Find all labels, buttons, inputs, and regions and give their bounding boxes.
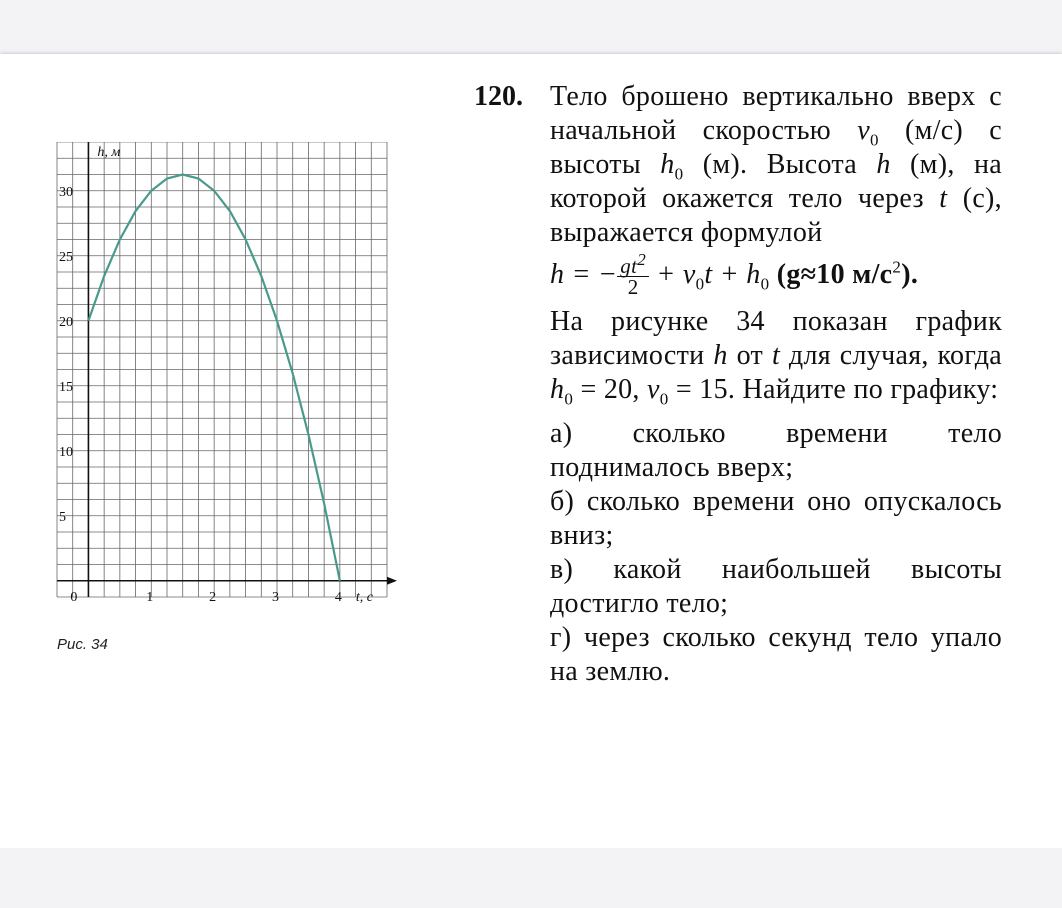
problem-number: 120. [474,81,523,112]
y-axis-label: h, м [97,145,121,160]
question-item: в) какой наибольшей высоты достигло тело; [550,554,1002,619]
grid [57,142,387,597]
x-tick-label: 1 [146,589,154,605]
x-tick-label: 4 [334,589,342,605]
x-axis-arrow [387,577,397,585]
y-tick-label: 20 [59,314,73,330]
y-tick-label: 15 [59,379,73,395]
problem-statement: Тело брошено вертикально вверх с начальной скоростью $v_0$ (м/с) с высоты $h_0$ (м). Высота h (м), на которой окажется тело через t (с), выражается формулой [550,81,1002,248]
y-tick-label: 5 [59,509,66,525]
formula-fraction: $\frac{gt^2}{2}$ [617,256,649,297]
graph-figure [52,142,397,612]
question-item: г) через сколько секунд тело упало на землю. [550,622,1002,687]
top-background-strip [0,0,1062,54]
figure-caption: Рис. 34 [57,636,108,653]
graph-description: На рисунке 34 показан график зависимости h от t для случая, когда $h_0 = 20$, $v_0 = 15$. Найдите по графику: [550,306,1003,409]
x-tick-label: 0 [70,589,78,605]
question-item: б) сколько времени оно опускалось вниз; [550,486,1002,551]
y-tick-label: 10 [59,444,73,460]
x-tick-label: 2 [209,589,217,605]
tick-labels [59,145,374,605]
question-item: а) сколько времени тело поднималось вверх; [550,418,1002,483]
bottom-background-strip [0,848,1062,908]
x-tick-label: 3 [272,589,279,605]
formula: h = − $\frac{gt^2}{2}$ + $v_0t + h_0$ (g≈10 $м/с^2$). [550,250,919,299]
questions-list [550,417,1002,689]
problem-body [550,80,1002,689]
y-tick-label: 30 [59,184,73,200]
x-axis-label: t, с [355,589,373,605]
y-tick-label: 25 [59,249,73,265]
problem-120 [474,80,1002,689]
